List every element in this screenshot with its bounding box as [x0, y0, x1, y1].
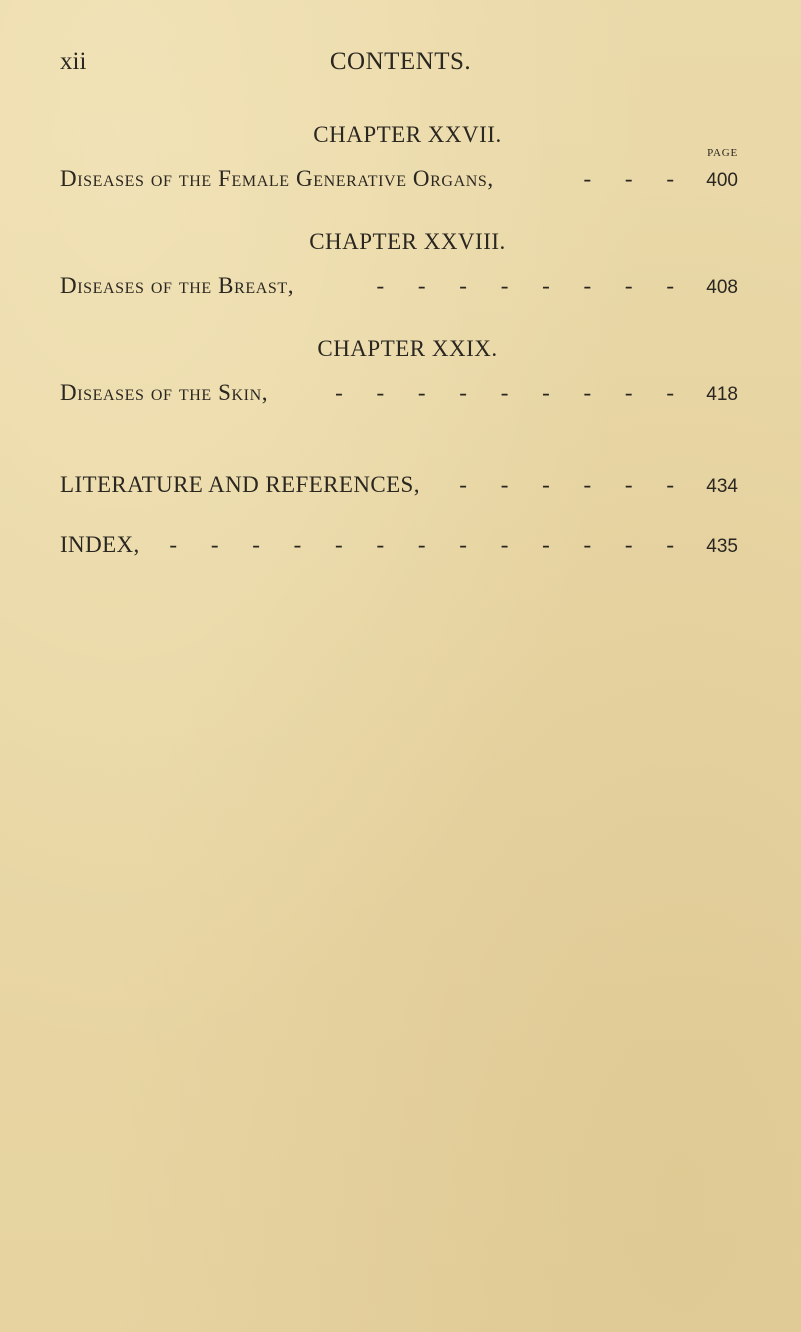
toc-entry-title: Diseases of the Breast, [60, 273, 295, 298]
page-column-label: PAGE [707, 147, 738, 159]
toc-entry[interactable] [60, 380, 738, 406]
toc-entry-page: 418 [706, 384, 738, 405]
toc-entry-title: LITERATURE AND REFERENCES, [60, 472, 420, 497]
running-page-number: xii [60, 48, 87, 75]
toc-entry-page: 400 [706, 170, 738, 191]
running-title: CONTENTS. [329, 48, 472, 75]
toc-entry[interactable] [60, 166, 738, 192]
dot-leader: - - - - - - - - - - - - - [169, 532, 688, 557]
toc-entry-title: Diseases of the Female Generative Organs, [60, 166, 494, 191]
toc-entry-page: 434 [706, 476, 738, 497]
dot-leader: - - - - - - - - [376, 273, 688, 298]
dot-leader: - - - - - - - - - [335, 380, 688, 405]
dot-leader: - - - [583, 166, 688, 191]
chapter-heading: CHAPTER XXIX. [317, 336, 498, 361]
toc-entry-title: INDEX, [60, 532, 140, 557]
chapter-heading: CHAPTER XXVII. [313, 122, 502, 147]
toc-entry-literature[interactable] [60, 472, 738, 498]
dot-leader: - - - - - - [459, 472, 688, 497]
toc-entry-title: Diseases of the Skin, [60, 380, 269, 405]
toc-entry[interactable] [60, 273, 738, 299]
toc-entry-page: 435 [706, 536, 738, 557]
toc-entry-page: 408 [706, 277, 738, 298]
chapter-heading: CHAPTER XXVIII. [309, 229, 506, 254]
toc-entry-index[interactable] [60, 532, 738, 558]
